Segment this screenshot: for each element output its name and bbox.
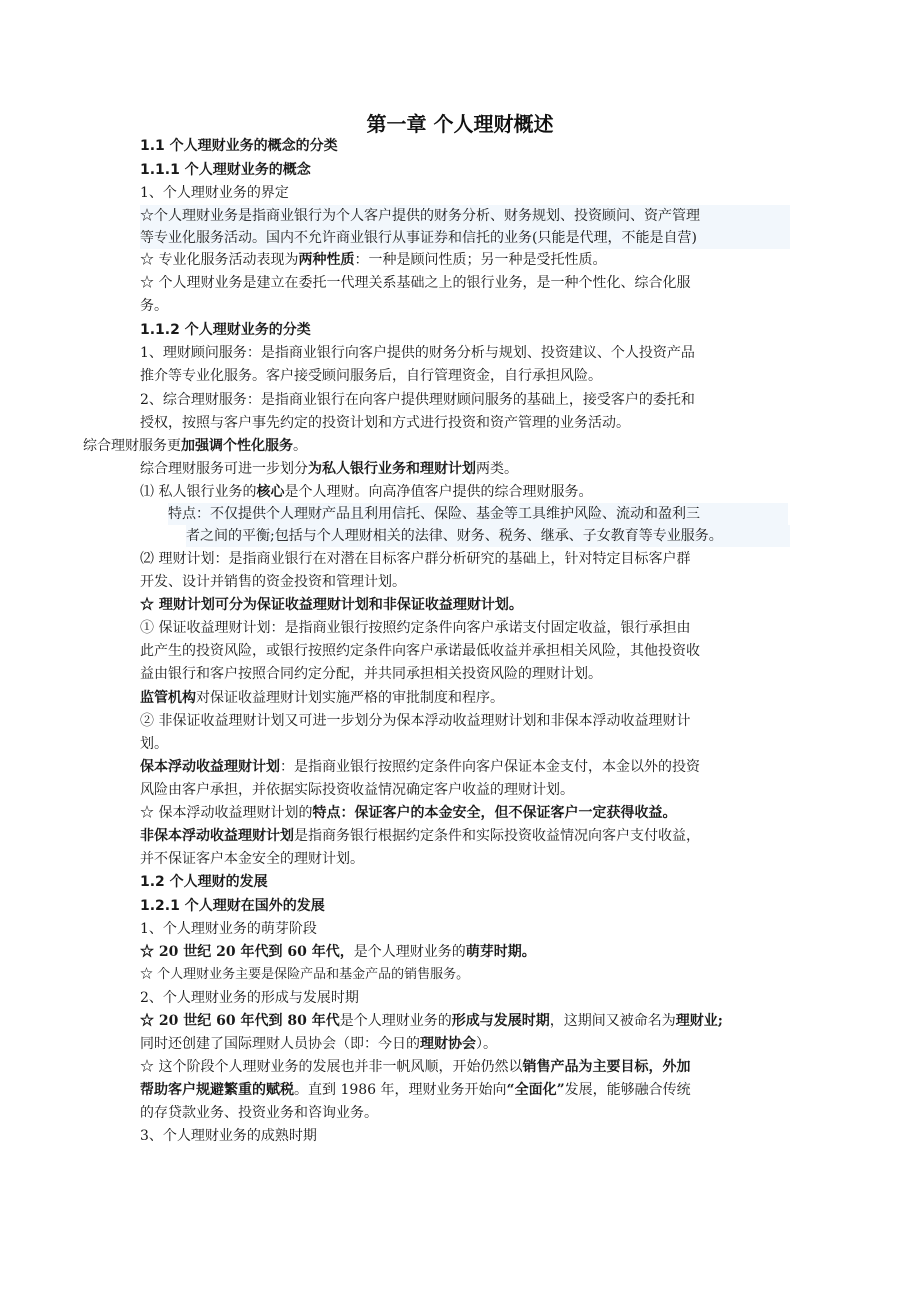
paragraph-18-line-2: 并不保证客户本金安全的理财计划。 [140,851,364,867]
paragraph-22: 2、个人理财业务的形成与发展时期 [140,990,359,1006]
bold-span: 形成与发展时期 [451,1013,550,1029]
bold-span: 保本浮动收益理财计划 [140,759,280,775]
paragraph-16-line-2: 风险由客户承担，并依据实际投资收益情况确定客户收益的理财计划。 [140,782,574,798]
paragraph-6-line-2: 授权，按照与客户事先约定的投资计划和方式进行投资和资产管理的业务活动。 [140,415,630,431]
bold-span: 监管机构 [140,690,196,706]
paragraph-16-line-1 [140,756,790,778]
text-span: 。直到 1986 年，理财业务开始向 [294,1082,507,1098]
text-span: 发展，能够融合传统 [564,1082,691,1098]
bold-span: 核心 [256,484,285,500]
paragraph-4-line-2: 务。 [140,298,168,314]
paragraph-18-line-1 [140,825,790,847]
bold-span: 销售产品为主要目标，外加 [522,1059,691,1075]
text-span: ，这期间又被命名为 [549,1013,676,1029]
text-span: 综合理财服务可进一步划分 [140,461,308,477]
paragraph-21: ☆ 个人理财业务主要是保险产品和基金产品的销售服务。 [140,967,470,982]
bold-span: 两种性质 [298,252,355,268]
bold-span: 加强调个性化服务 [181,438,293,454]
paragraph-3 [140,249,790,271]
paragraph-27: 的存贷款业务、投资业务和咨询业务。 [140,1105,378,1121]
section-1-1-1-heading: 1.1.1 个人理财业务的概念 [140,162,311,178]
paragraph-17 [140,802,790,824]
section-1-1-heading: 1.1 个人理财业务的概念的分类 [140,138,338,154]
text-span: 是个人理财业务的 [339,1013,452,1029]
paragraph-5-line-2: 推介等专业化服务。客户接受顾问服务后，自行管理资金，自行承担风险。 [140,368,602,384]
paragraph-2-line-2: 等专业化服务活动。国内不允许商业银行从事证券和信托的业务(只能是代理，不能是自营) [140,227,790,249]
bold-span: 帮助客户规避繁重的赋税 [140,1082,294,1098]
paragraph-9 [140,481,790,503]
text-span: ⑴ 私人银行业务的 [140,484,257,500]
text-span: ☆ 这个阶段个人理财业务的发展也并非一帆风顺，开始仍然以 [140,1059,523,1075]
bold-span: 非保本浮动收益理财计划 [140,828,294,844]
paragraph-13-line-3: 益由银行和客户按照合同约定分配，并共同承担相关投资风险的理财计划。 [140,666,602,682]
section-1-1-2-heading: 1.1.2 个人理财业务的分类 [140,322,311,338]
paragraph-20 [140,941,790,963]
bold-span: 萌芽时期。 [465,944,536,960]
paragraph-10-line-1: 特点：不仅提供个人理财产品且利用信托、保险、基金等工具维护风险、流动和盈利三 [168,503,788,525]
paragraph-10-line-2: 者之间的平衡;包括与个人理财相关的法律、财务、税务、继承、子女教育等专业服务。 [186,525,790,547]
text-span: 对保证收益理财计划实施严格的审批制度和程序。 [196,690,504,706]
section-1-2-heading: 1.2 个人理财的发展 [140,874,268,890]
paragraph-5-line-1: 1、理财顾问服务：是指商业银行向客户提供的财务分析与规划、投资建议、个人投资产品 [140,345,695,361]
text-span: ☆ 保本浮动收益理财计划的 [140,805,313,821]
paragraph-25 [140,1056,790,1078]
paragraph-28: 3、个人理财业务的成熟时期 [140,1128,317,1144]
text-span: 是个人理财。向高净值客户提供的综合理财服务。 [284,484,593,500]
paragraph-1: 1、个人理财业务的界定 [140,185,289,201]
paragraph-26 [140,1079,790,1101]
paragraph-2-line-1: ☆个人理财业务是指商业银行为个人客户提供的财务分析、财务规划、投资顾问、资产管理 [140,205,790,227]
paragraph-8 [140,458,790,480]
paragraph-23 [140,1010,790,1032]
paragraph-7 [83,435,783,457]
section-1-2-1-heading: 1.2.1 个人理财在国外的发展 [140,898,325,914]
bold-span: “全面化” [506,1082,565,1098]
paragraph-13-line-2: 此产生的投资风险，或银行按照约定条件向客户承诺最低收益并承担相关风险，其他投资收 [140,643,700,659]
bold-span: 理财业; [675,1013,723,1029]
paragraph-13-line-1: ① 保证收益理财计划：是指商业银行按照约定条件向客户承诺支付固定收益，银行承担由 [140,620,691,636]
text-span: 同时还创建了国际理财人员协会（即：今日的 [140,1036,420,1052]
chapter-title: 第一章 个人理财概述 [366,112,554,136]
text-span: 是指商务银行根据约定条件和实际投资收益情况向客户支付收益， [294,828,700,844]
bold-span: ☆ 20 世纪 20 年代到 60 年代， [140,944,354,960]
paragraph-15-line-1: ② 非保证收益理财计划又可进一步划分为保本浮动收益理财计划和非保本浮动收益理财计 [140,713,691,729]
paragraph-6-line-1: 2、综合理财服务：是指商业银行在向客户提供理财顾问服务的基础上，接受客户的委托和 [140,392,695,408]
bold-span: ☆ 20 世纪 60 年代到 80 年代 [140,1013,340,1029]
paragraph-19: 1、个人理财业务的萌芽阶段 [140,921,317,937]
text-span: 。 [293,438,307,454]
bold-span: 特点：保证客户的本金安全，但不保证客户一定获得收益。 [312,805,677,821]
paragraph-14 [140,687,790,709]
text-span: ：是指商业银行按照约定条件向客户保证本金支付，本金以外的投资 [280,759,700,775]
text-span: 两类。 [476,461,518,477]
text-span: ☆ 专业化服务活动表现为 [140,252,299,268]
paragraph-11-line-1: ⑵ 理财计划：是指商业银行在对潜在目标客户群分析研究的基础上，针对特定目标客户群 [140,551,691,567]
paragraph-11-line-2: 开发、设计并销售的资金投资和管理计划。 [140,574,406,590]
text-span: 综合理财服务更 [83,438,181,454]
bold-span: 理财协会 [420,1036,476,1052]
paragraph-12: ☆ 理财计划可分为保证收益理财计划和非保证收益理财计划。 [140,597,523,613]
paragraph-4-line-1: ☆ 个人理财业务是建立在委托一代理关系基础之上的银行业务，是一种个性化、综合化服 [140,275,691,291]
text-span: 是个人理财业务的 [353,944,466,960]
text-span: ：一种是顾问性质；另一种是受托性质。 [354,252,607,268]
text-span: ）。 [476,1036,497,1052]
paragraph-15-line-2: 划。 [140,736,168,752]
bold-span: 为私人银行业务和理财计划 [308,461,476,477]
paragraph-24 [140,1033,790,1055]
